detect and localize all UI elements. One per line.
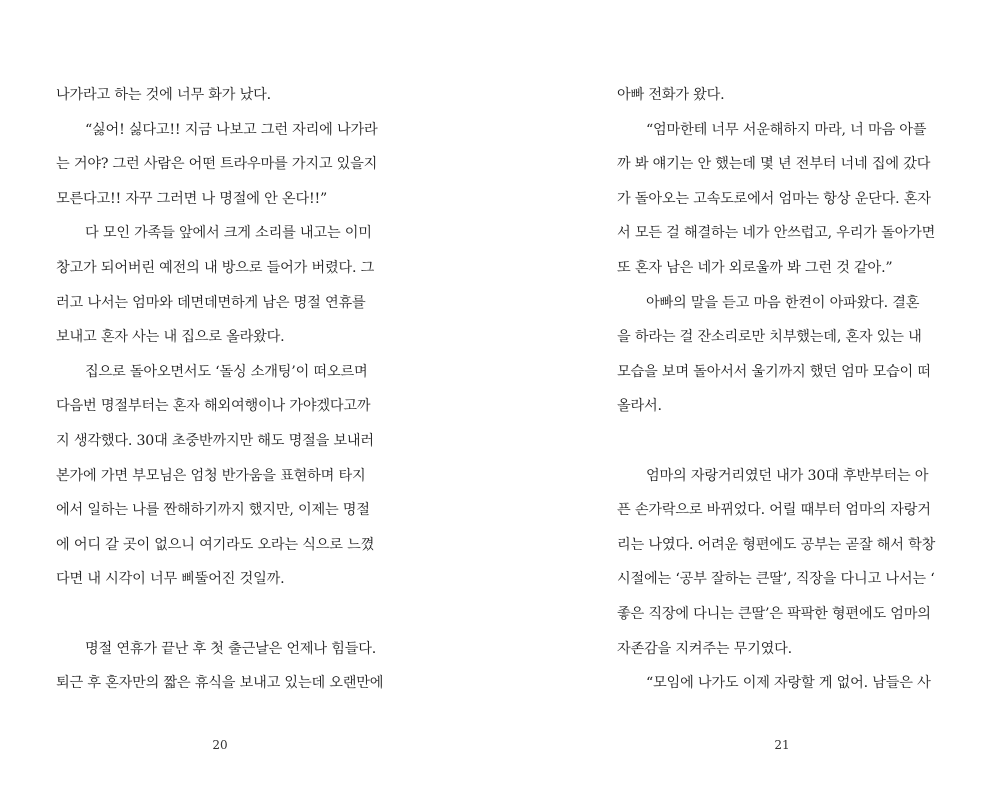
left-line-blank [56,597,386,632]
right-line-13: 픈 손가락으로 바뀌었다. 어릴 때부터 엄마의 자랑거 [617,502,931,519]
left-line-11: 지 생각했다. 30대 초중반까지만 해도 명절을 보내러 [56,432,374,449]
left-line-8: 보내고 혼자 사는 내 집으로 올라왔다. [56,329,285,346]
left-line-15: 다면 내 시각이 너무 삐뚤어진 것일까. [56,571,285,588]
right-line-8: 을 하라는 걸 잔소리로만 치부했는데, 혼자 있는 내 [617,329,922,346]
right-line-5: 서 모든 걸 해결하는 네가 안쓰럽고, 우리가 돌아가면 [617,225,936,242]
right-line-2: “엄마한테 너무 서운해하지 마라, 너 마음 아플 [646,121,927,138]
left-line-3: 는 거야? 그런 사람은 어떤 트라우마를 가지고 있을지 [56,156,378,173]
right-line-9: 모습을 보며 돌아서서 울기까지 했던 엄마 모습이 떠 [617,363,931,380]
left-line-2: “싫어! 싫다고!! 지금 나보고 그런 자리에 나가라 [85,121,378,138]
left-line-13: 에서 일하는 나를 짠해하기까지 했지만, 이제는 명절 [56,502,370,519]
right-line-7: 아빠의 말을 듣고 마음 한켠이 아파왔다. 결혼 [646,294,920,311]
right-page-number: 21 [774,738,790,752]
left-line-4: 모른다고!! 자꾸 그러면 나 명절에 안 온다!!” [56,190,328,207]
right-line-10: 올라서. [617,398,662,415]
left-line-18: 퇴근 후 혼자만의 짧은 휴식을 보내고 있는데 오랜만에 [56,675,384,692]
left-line-14: 에 어디 갈 곳이 없으니 여기라도 오라는 식으로 느꼈 [56,536,375,553]
left-line-5: 다 모인 가족들 앞에서 크게 소리를 내고는 이미 [85,225,372,242]
right-line-6: 또 혼자 남은 네가 외로울까 봐 그런 것 같아.” [617,259,893,276]
right-line-blank [617,424,947,459]
right-line-12: 엄마의 자랑거리였던 내가 30대 후반부터는 아 [646,467,929,484]
right-line-15: 시절에는 ‘공부 잘하는 큰딸’, 직장을 다니고 나서는 ‘ [617,571,935,588]
right-line-4: 가 돌아오는 고속도로에서 엄마는 항상 운단다. 혼자 [617,190,931,207]
left-page [56,78,386,701]
left-page-number: 20 [212,738,228,752]
right-line-14: 리는 나였다. 어려운 형편에도 공부는 곧잘 해서 학창 [617,536,936,553]
right-line-16: 좋은 직장에 다니는 큰딸’은 팍팍한 형편에도 엄마의 [617,605,931,622]
left-line-9: 집으로 돌아오면서도 ‘돌싱 소개팅’이 떠오르며 [85,363,368,380]
left-line-12: 본가에 가면 부모님은 엄청 반가움을 표현하며 타지 [56,467,366,484]
right-line-18: “모임에 나가도 이제 자랑할 게 없어. 남들은 사 [646,675,931,692]
left-line-7: 러고 나서는 엄마와 데면데면하게 남은 명절 연휴를 [56,294,366,311]
right-line-17: 자존감을 지켜주는 무기였다. [617,640,792,657]
left-line-10: 다음번 명절부터는 혼자 해외여행이나 가야겠다고까 [56,398,371,415]
right-line-1: 아빠 전화가 왔다. [617,87,725,103]
left-line-17: 명절 연휴가 끝난 후 첫 출근날은 언제나 힘들다. [85,640,377,657]
left-line-6: 창고가 되어버린 예전의 내 방으로 들어가 버렸다. 그 [56,259,375,276]
right-page [617,78,947,701]
left-line-1: 나가라고 하는 것에 너무 화가 났다. [56,87,271,103]
right-line-3: 까 봐 얘기는 안 했는데 몇 년 전부터 너네 집에 갔다 [617,156,931,173]
